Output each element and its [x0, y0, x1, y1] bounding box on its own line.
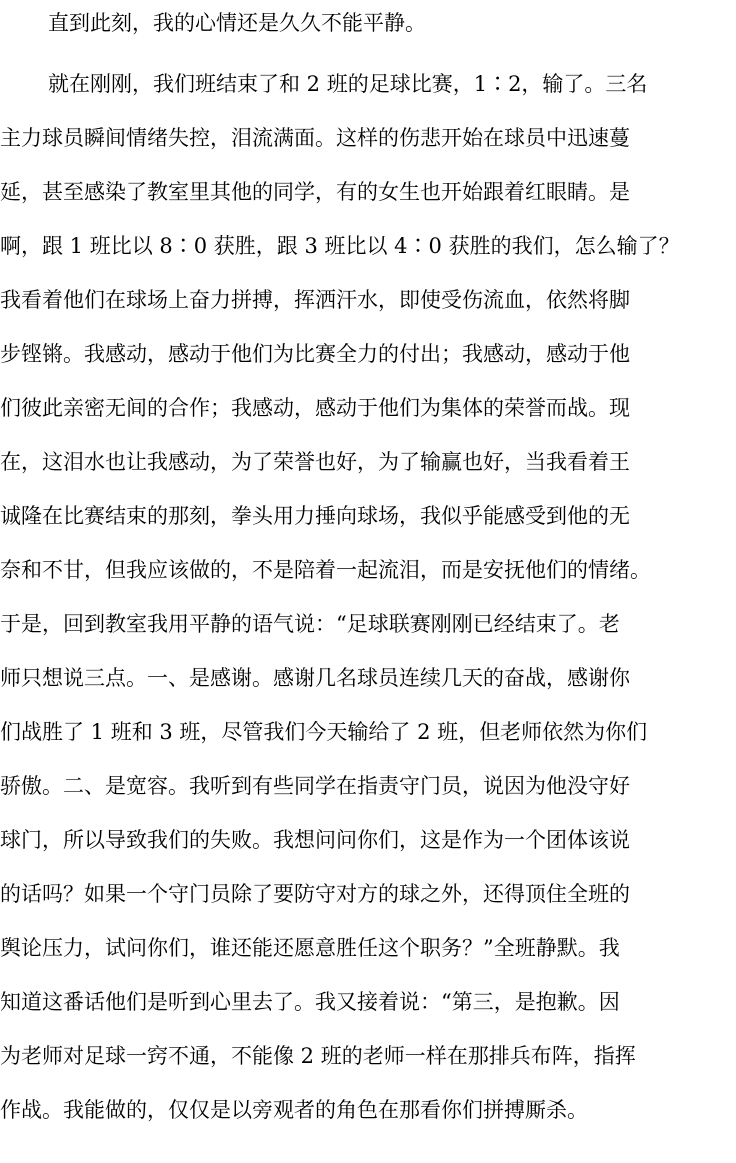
text-line: 的话吗？如果一个守门员除了要防守对方的球之外，还得顶住全班的 — [0, 882, 630, 906]
text-line: 延，甚至感染了教室里其他的同学，有的女生也开始跟着红眼睛。是 — [0, 180, 630, 204]
text-line: 步铿锵。我感动，感动于他们为比赛全力的付出；我感动，感动于他 — [0, 342, 630, 366]
text-line: 就在刚刚，我们班结束了和 2 班的足球比赛，1∶2，输了。三名 — [48, 72, 648, 96]
text-line: 舆论压力，试问你们，谁还能还愿意胜任这个职务？”全班静默。我 — [0, 936, 620, 960]
text-line: 直到此刻，我的心情还是久久不能平静。 — [48, 11, 426, 35]
text-line: 为老师对足球一窍不通，不能像 2 班的老师一样在那排兵布阵，指挥 — [0, 1044, 636, 1068]
text-line: 知道这番话他们是听到心里去了。我又接着说：“第三，是抱歉。因 — [0, 990, 620, 1014]
text-line: 于是，回到教室我用平静的语气说：“足球联赛刚刚已经结束了。老 — [0, 612, 620, 636]
text-line: 我看着他们在球场上奋力拼搏，挥洒汗水，即使受伤流血，依然将脚 — [0, 288, 630, 312]
text-line: 诚隆在比赛结束的那刻，拳头用力捶向球场，我似乎能感受到他的无 — [0, 504, 630, 528]
text-line: 奈和不甘，但我应该做的，不是陪着一起流泪，而是安抚他们的情绪。 — [0, 558, 651, 582]
text-line: 们彼此亲密无间的合作；我感动，感动于他们为集体的荣誉而战。现 — [0, 396, 630, 420]
text-line: 们战胜了 1 班和 3 班，尽管我们今天输给了 2 班，但老师依然为你们 — [0, 720, 648, 744]
text-line: 啊，跟 1 班比以 8∶0 获胜，跟 3 班比以 4∶0 获胜的我们，怎么输了？ — [0, 234, 680, 258]
text-line: 主力球员瞬间情绪失控，泪流满面。这样的伤悲开始在球员中迅速蔓 — [0, 126, 630, 150]
text-line: 球门，所以导致我们的失败。我想问问你们，这是作为一个团体该说 — [0, 828, 630, 852]
text-line: 在，这泪水也让我感动，为了荣誉也好，为了输赢也好，当我看着王 — [0, 450, 630, 474]
text-line: 骄傲。二、是宽容。我听到有些同学在指责守门员，说因为他没守好 — [0, 774, 630, 798]
text-line: 作战。我能做的，仅仅是以旁观者的角色在那看你们拼搏厮杀。 — [0, 1098, 588, 1122]
text-line: 师只想说三点。一、是感谢。感谢几名球员连续几天的奋战，感谢你 — [0, 666, 630, 690]
